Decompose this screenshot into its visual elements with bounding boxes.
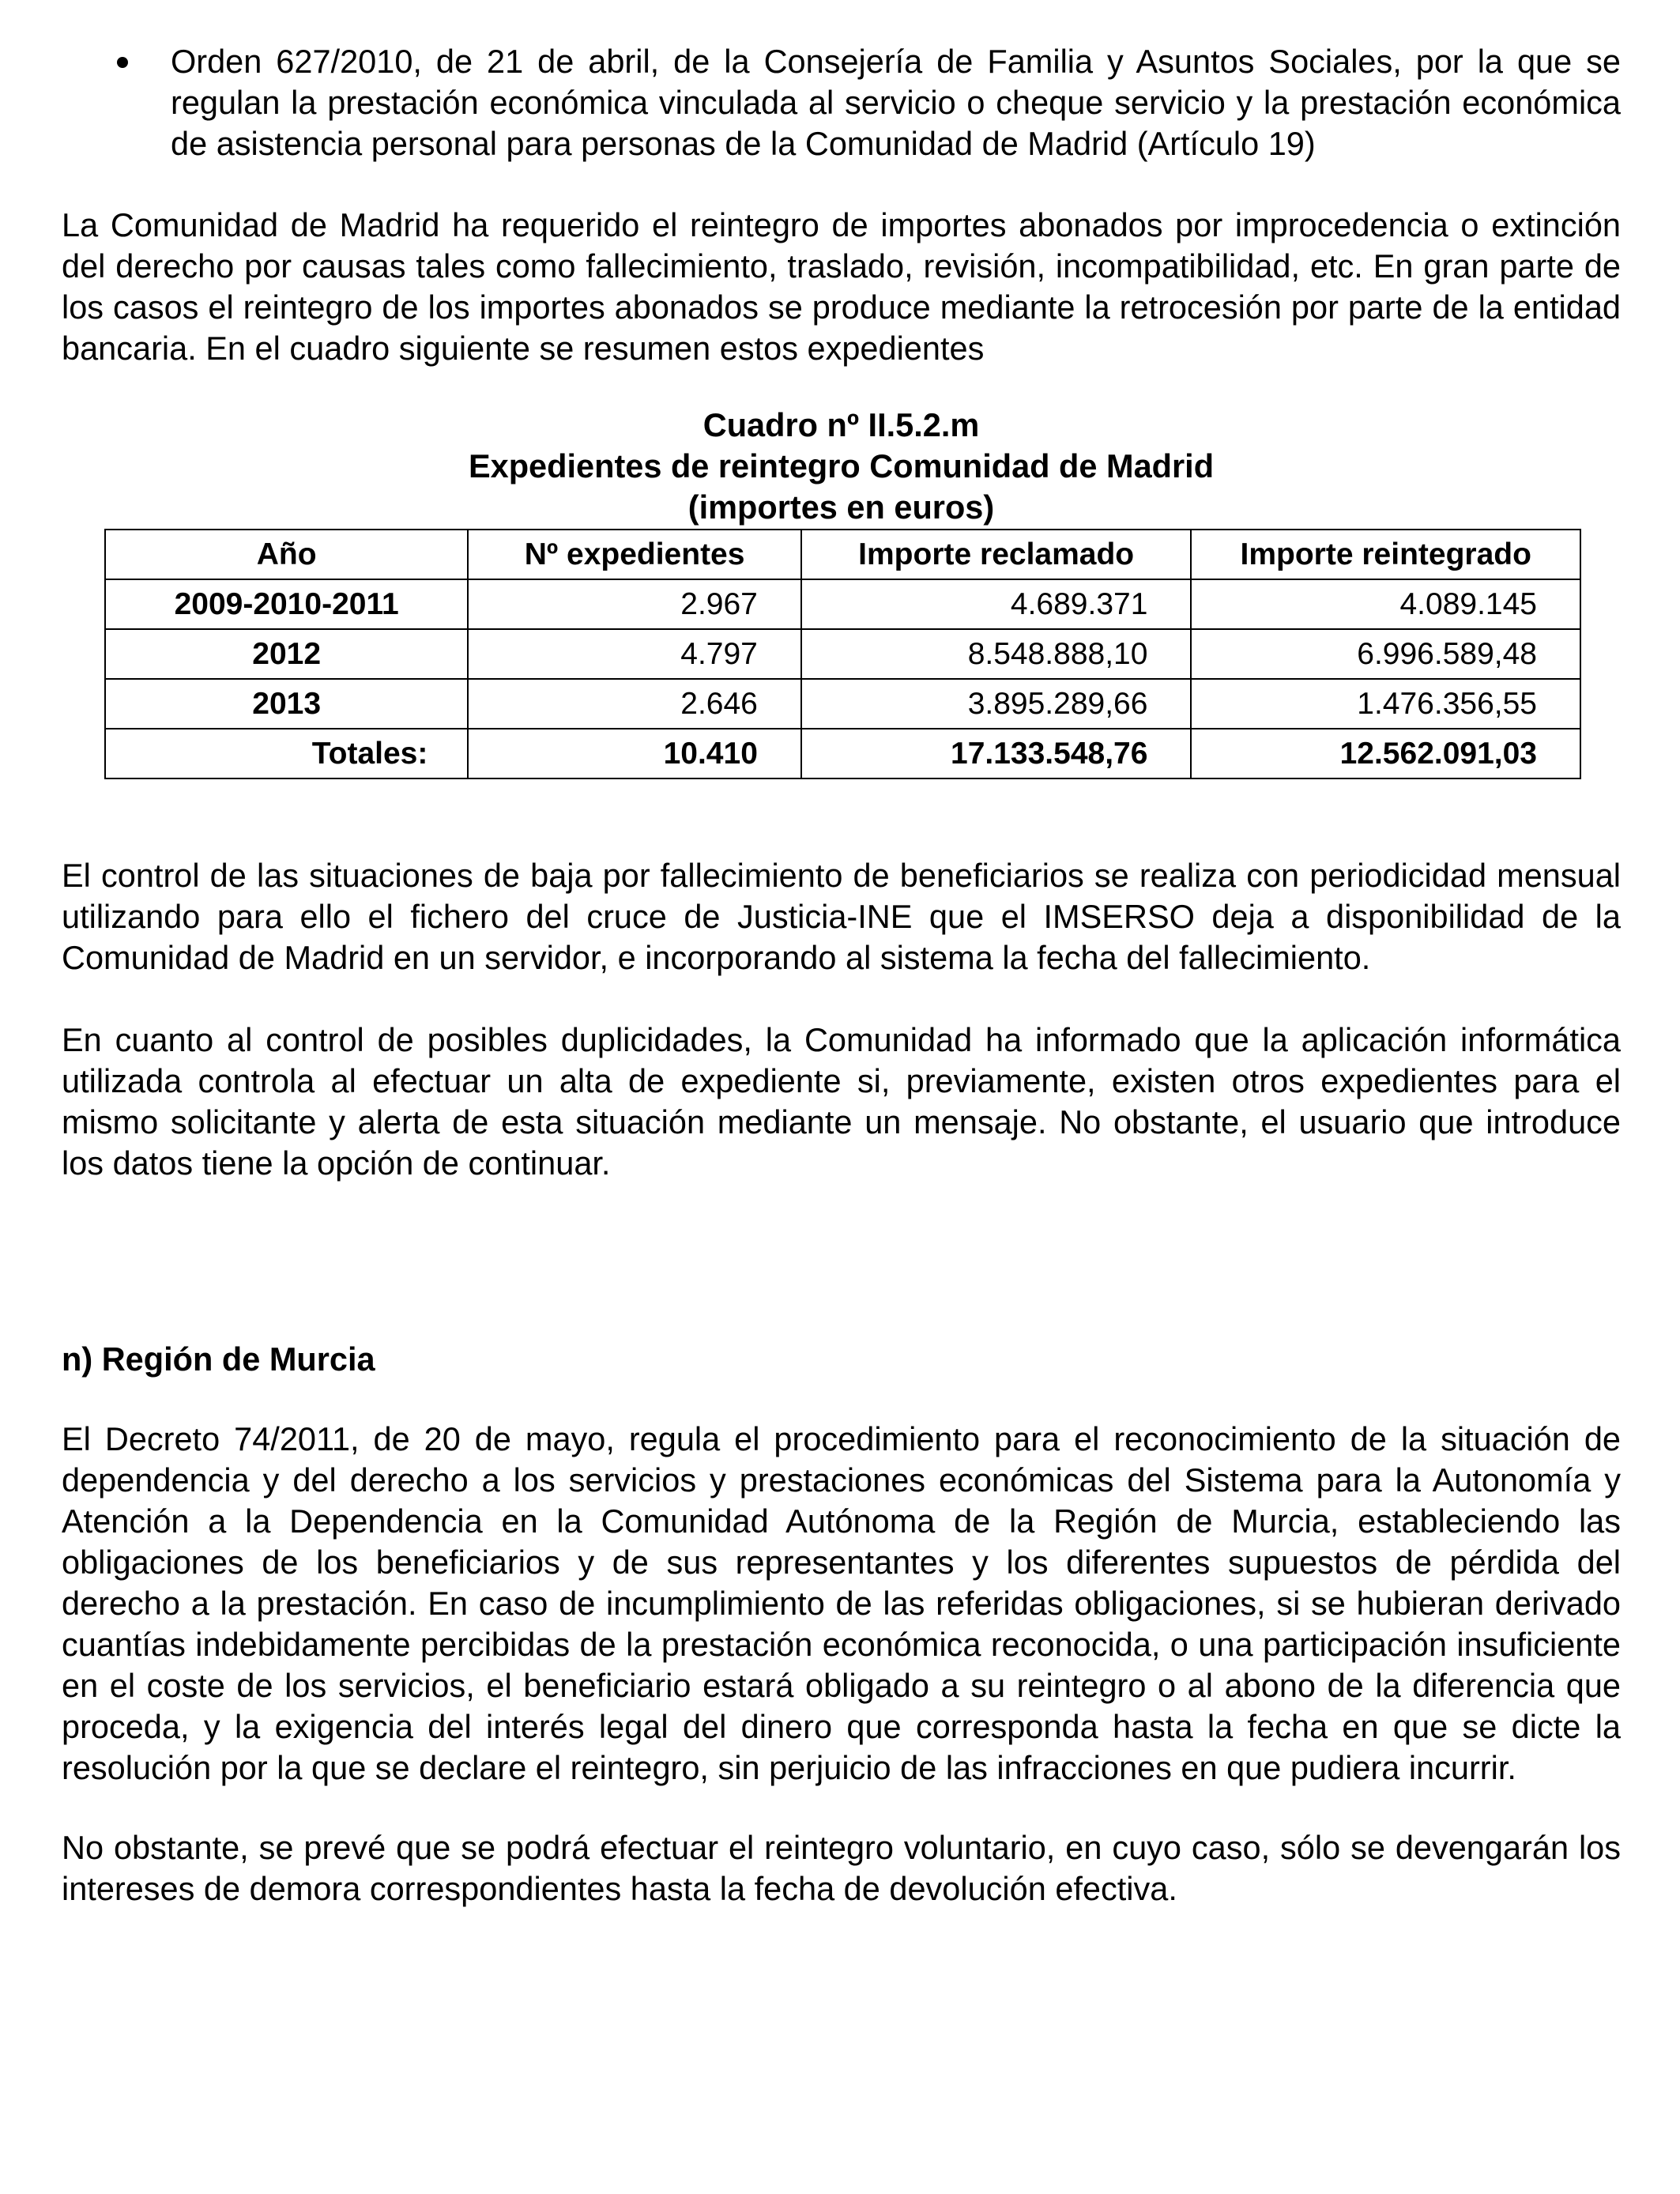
table-row (105, 579, 1580, 629)
paragraph-reintegro-intro: La Comunidad de Madrid ha requerido el reintegro de importes abonados por improcedencia o extinción del derecho por causas tales como fallecimiento, traslado, revisión, incompatibilidad, etc. En gran parte de los casos el reintegro de los importes abonados se produce mediante la retrocesión por parte de la entidad bancaria. En el cuadro siguiente se resumen estos expedientes (62, 206, 1621, 367)
table-totals-row (105, 729, 1580, 778)
header-importe-reintegrado: Importe reintegrado (1191, 530, 1580, 579)
cell-year: 2013 (105, 679, 468, 729)
section-heading-murcia: n) Región de Murcia (62, 1340, 375, 1378)
paragraph-decreto-murcia: El Decreto 74/2011, de 20 de mayo, regula el procedimiento para el reconocimiento de la situación de dependencia y del derecho a los servicios y prestaciones económicas del Sistema para la Autonomía y Atención a la Dependencia en la Comunidad Autónoma de la Región de Murcia, estableciendo las obligaciones de los beneficiarios y de sus representantes y los diferentes supuestos de pérdida del derecho a la prestación. En caso de incumplimiento de las referidas obligaciones, si se hubieran derivado cuantías indebidamente percibidas de la prestación económica reconocida, o una participación insuficiente en el coste de los servicios, el beneficiario estará obligado a su reintegro o al abono de la diferencia que proceda, y la exigencia del interés legal del dinero que corresponda hasta la fecha en que se dicte la resolución por la que se declare el reintegro, sin perjuicio de las infracciones en que pudiera incurrir. (62, 1420, 1621, 1786)
table-row (105, 679, 1580, 729)
cell-total-reclamado: 17.133.548,76 (801, 729, 1192, 778)
bullet-dot-icon (62, 41, 171, 82)
header-expedientes: Nº expedientes (468, 530, 801, 579)
bullet-text: Orden 627/2010, de 21 de abril, de la Consejería de Familia y Asuntos Sociales, por la que se regulan la prestación económica vinculada al servicio o cheque servicio y la prestación económica de asistencia personal para personas de la Comunidad de Madrid (Artículo 19) (171, 43, 1621, 162)
cell-reclamado: 3.895.289,66 (801, 679, 1192, 729)
cell-reintegrado: 6.996.589,48 (1191, 629, 1580, 679)
table-caption-units: (importes en euros) (687, 488, 995, 526)
table-caption-number: Cuadro nº II.5.2.m (703, 406, 980, 443)
paragraph-control-duplicidades: En cuanto al control de posibles duplicidades, la Comunidad ha informado que la aplicación informática utilizada controla al efectuar un alta de expediente si, previamente, existen otros expedientes para el mismo solicitante y alerta de esta situación mediante un mensaje. No obstante, el usuario que introduce los datos tiene la opción de continuar. (62, 1021, 1621, 1182)
cell-total-expedientes: 10.410 (468, 729, 801, 778)
cell-expedientes: 2.646 (468, 679, 801, 729)
header-importe-reclamado: Importe reclamado (801, 530, 1192, 579)
cell-reintegrado: 1.476.356,55 (1191, 679, 1580, 729)
table-header-row (105, 530, 1580, 579)
table-caption-title: Expedientes de reintegro Comunidad de Madrid (468, 447, 1215, 484)
paragraph-reintegro-voluntario: No obstante, se prevé que se podrá efectuar el reintegro voluntario, en cuyo caso, sólo se devengarán los intereses de demora correspondientes hasta la fecha de devolución efectiva. (62, 1829, 1621, 1907)
table-caption (62, 405, 1621, 528)
table-row (105, 629, 1580, 679)
cell-reclamado: 8.548.888,10 (801, 629, 1192, 679)
cell-totals-label: Totales: (105, 729, 468, 778)
bullet-list-item (62, 41, 1621, 164)
cell-expedientes: 2.967 (468, 579, 801, 629)
cell-reclamado: 4.689.371 (801, 579, 1192, 629)
paragraph-control-fallecimiento: El control de las situaciones de baja por fallecimiento de beneficiarios se realiza con periodicidad mensual utilizando para ello el fichero del cruce de Justicia-INE que el IMSERSO deja a disponibilidad de la Comunidad de Madrid en un servidor, e incorporando al sistema la fecha del fallecimiento. (62, 857, 1621, 976)
cell-reintegrado: 4.089.145 (1191, 579, 1580, 629)
header-ano: Año (105, 530, 468, 579)
cell-expedientes: 4.797 (468, 629, 801, 679)
cell-total-reintegrado: 12.562.091,03 (1191, 729, 1580, 778)
expedientes-table (104, 529, 1581, 779)
cell-year: 2009-2010-2011 (105, 579, 468, 629)
cell-year: 2012 (105, 629, 468, 679)
document-page (62, 41, 1621, 1909)
